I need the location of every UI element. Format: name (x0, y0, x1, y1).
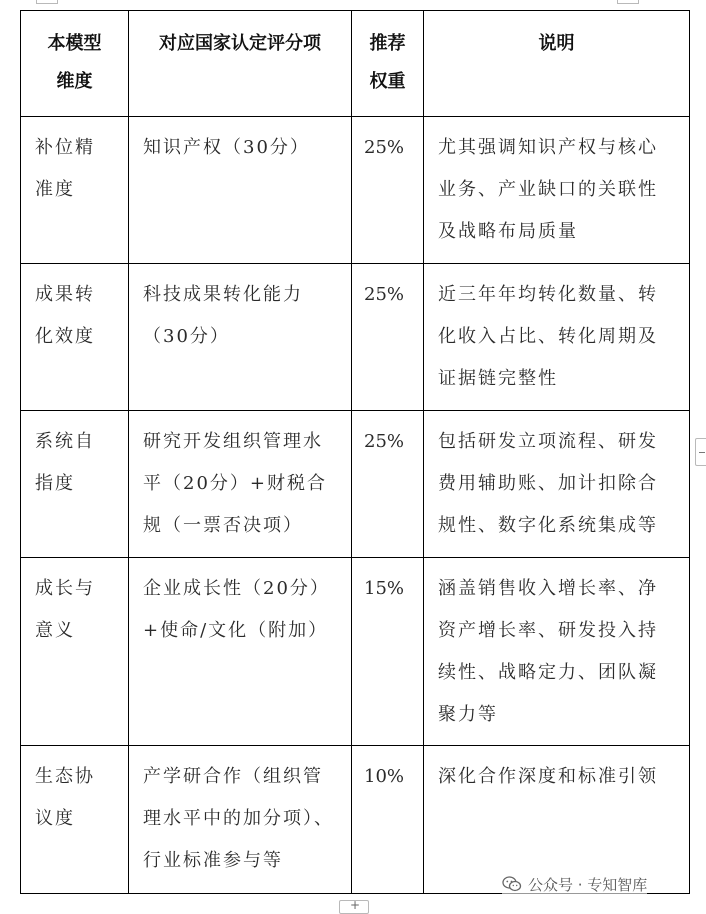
national-item-line: 研究开发组织管理水 (143, 431, 323, 452)
cell-weight (352, 558, 424, 746)
cell-national-item (129, 558, 352, 746)
national-item-line: （30分） (143, 326, 230, 347)
national-item-line: 科技成果转化能力 (143, 284, 303, 305)
cell-national-item (129, 411, 352, 558)
table-handle-top-left[interactable] (36, 0, 58, 4)
description-line: 聚力等 (438, 704, 498, 725)
header-weight-line-2: 权重 (369, 71, 406, 92)
header-national-item-text: 对应国家认定评分项 (159, 33, 321, 54)
cell-dimension (21, 558, 129, 746)
table-row (21, 411, 690, 558)
dimension-line: 化效度 (35, 326, 95, 347)
weight-value: 25% (364, 431, 405, 452)
cell-national-item (129, 117, 352, 264)
description-line: 证据链完整性 (438, 368, 558, 389)
dimension-line: 意义 (35, 620, 75, 641)
dimension-line: 准度 (35, 179, 75, 200)
header-weight-line-1: 推荐 (369, 33, 406, 54)
description-line: 费用辅助账、加计扣除合 (438, 473, 658, 494)
weight-value: 25% (364, 284, 405, 305)
cell-description (424, 117, 690, 264)
header-national-item (129, 11, 352, 117)
cell-description (424, 411, 690, 558)
weight-value: 10% (364, 766, 405, 787)
watermark-text: 公众号 · 专知智库 (528, 875, 648, 894)
description-line: 资产增长率、研发投入持 (438, 620, 658, 641)
dimension-line: 补位精 (35, 137, 95, 158)
description-line: 深化合作深度和标准引领 (438, 766, 658, 787)
dimension-line: 指度 (35, 473, 75, 494)
cell-weight (352, 411, 424, 558)
weight-value: 15% (364, 578, 405, 599)
header-dimension-line-1: 本模型 (47, 33, 102, 54)
header-description (424, 11, 690, 117)
table-resize-handle-right[interactable] (695, 438, 706, 466)
watermark (502, 872, 647, 896)
weight-table (20, 10, 690, 894)
national-item-line: 平（20分）+财税合 (143, 473, 327, 494)
header-dimension (21, 11, 129, 117)
dimension-line: 生态协 (35, 766, 95, 787)
cell-dimension (21, 117, 129, 264)
cell-description (424, 558, 690, 746)
header-weight (352, 11, 424, 117)
description-line: 及战略布局质量 (438, 221, 578, 242)
cell-dimension (21, 411, 129, 558)
table-row (21, 558, 690, 746)
table-row (21, 117, 690, 264)
wechat-icon (502, 876, 522, 892)
national-item-line: 产学研合作（组织管 (143, 766, 323, 787)
national-item-line: 企业成长性（20分） (143, 578, 330, 599)
national-item-line: 理水平中的加分项）、 (143, 808, 334, 829)
dimension-line: 成长与 (35, 578, 95, 599)
national-item-line: 行业标准参与等 (143, 850, 283, 871)
cell-dimension (21, 264, 129, 411)
national-item-line: +使命/文化（附加） (143, 620, 329, 641)
header-dimension-line-2: 维度 (56, 71, 93, 92)
table-header-row (21, 11, 690, 117)
description-line: 化收入占比、转化周期及 (438, 326, 658, 347)
description-line: 业务、产业缺口的关联性 (438, 179, 658, 200)
table-row (21, 264, 690, 411)
table-handle-top-right[interactable] (617, 0, 639, 4)
description-line: 包括研发立项流程、研发 (438, 431, 658, 452)
dimension-line: 议度 (35, 808, 75, 829)
description-line: 续性、战略定力、团队凝 (438, 662, 658, 683)
national-item-line: 规（一票否决项） (143, 515, 303, 536)
weight-value: 25% (364, 137, 405, 158)
cell-weight (352, 746, 424, 894)
cell-weight (352, 264, 424, 411)
cell-national-item (129, 264, 352, 411)
national-item-line: 知识产权（30分） (143, 137, 310, 158)
header-description-text: 说明 (538, 33, 575, 54)
description-line: 规性、数字化系统集成等 (438, 515, 658, 536)
cell-weight (352, 117, 424, 264)
description-line: 近三年年均转化数量、转 (438, 284, 658, 305)
cell-description (424, 264, 690, 411)
dimension-line: 成果转 (35, 284, 95, 305)
dimension-line: 系统自 (35, 431, 95, 452)
cell-national-item (129, 746, 352, 894)
cell-dimension (21, 746, 129, 894)
description-line: 尤其强调知识产权与核心 (438, 137, 658, 158)
description-line: 涵盖销售收入增长率、净 (438, 578, 658, 599)
